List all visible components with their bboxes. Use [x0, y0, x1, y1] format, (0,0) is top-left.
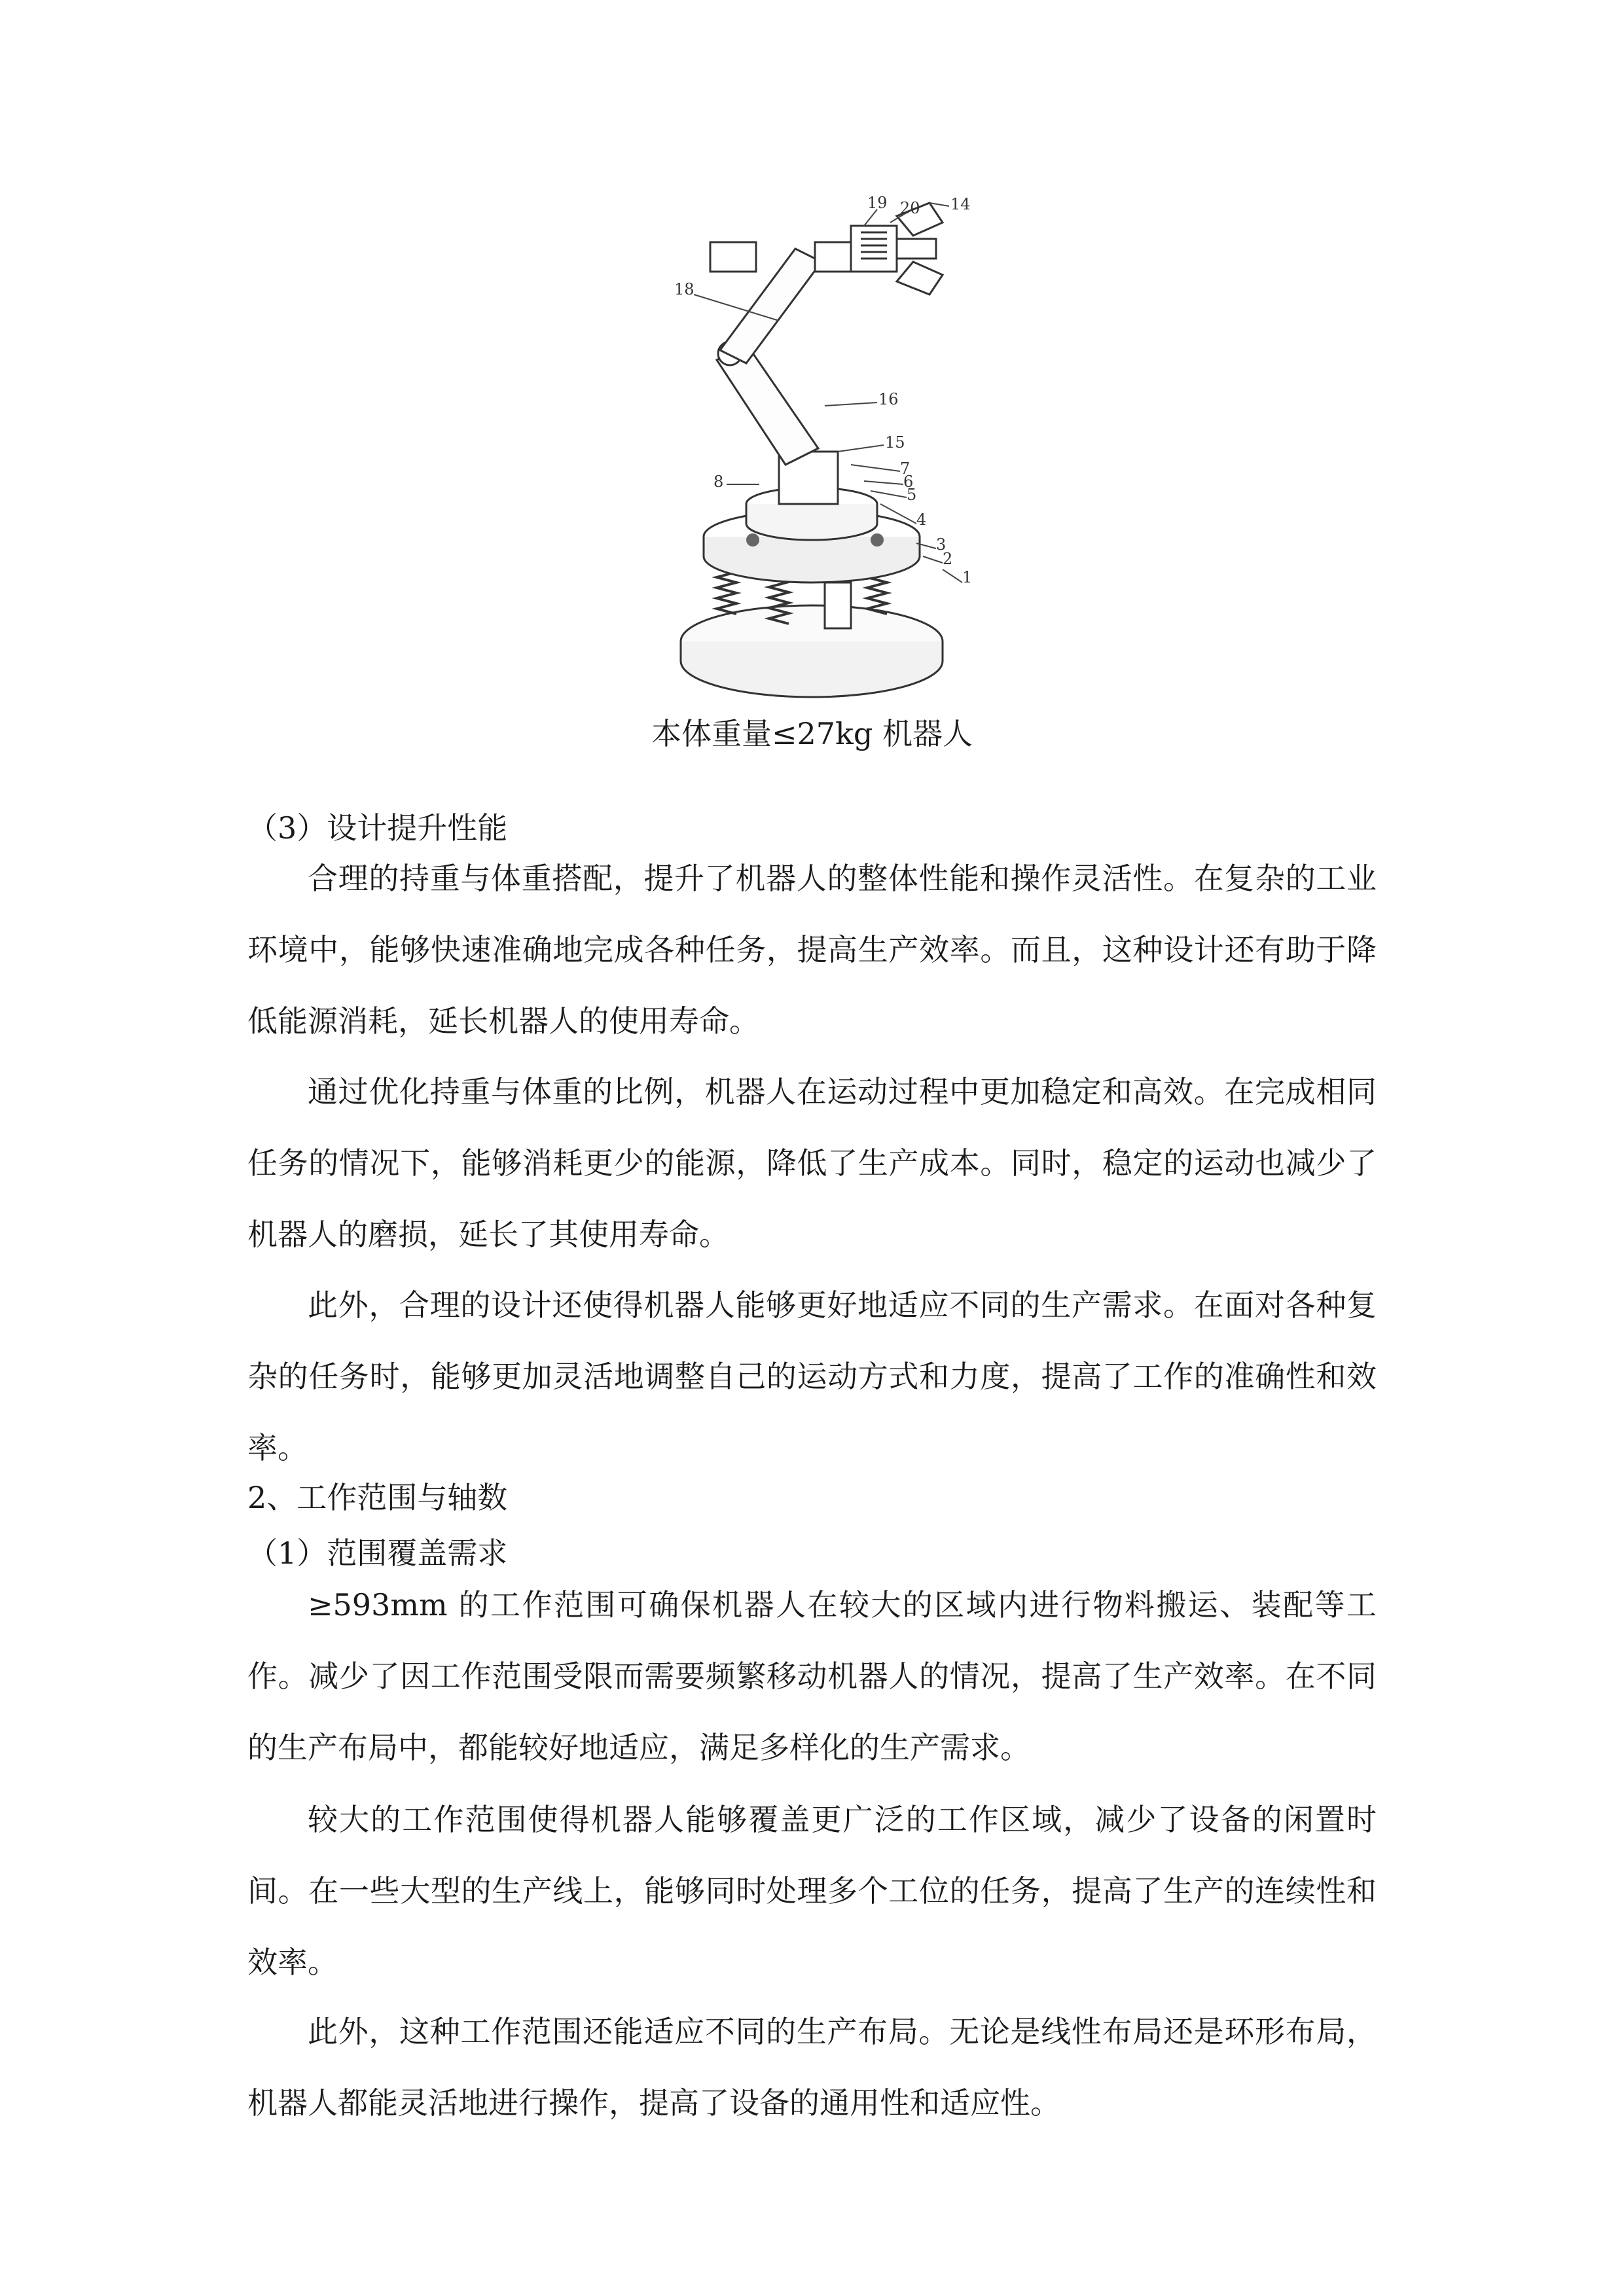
paragraph: 此外，合理的设计还使得机器人能够更好地适应不同的生产需求。在面对各种复杂的任务时，能够更加灵活地调整自己的运动方式和力度，提高了工作的准确性和效率。	[247, 1287, 1377, 1465]
part-label: 6	[903, 473, 914, 491]
part-label: 19	[867, 194, 888, 212]
part-label: 20	[900, 199, 920, 217]
section-heading: （1）范围覆盖需求	[247, 1535, 508, 1571]
paragraph: 此外，这种工作范围还能适应不同的生产布局。无论是线性布局还是环形布局，机器人都能灵活地进行操作，提高了设备的通用性和适应性。	[247, 2014, 1377, 2121]
paragraph: 较大的工作范围使得机器人能够覆盖更广泛的工作区域，减少了设备的闲置时间。在一些大型的生产线上，能够同时处理多个工位的任务，提高了生产的连续性和效率。	[247, 1802, 1377, 1980]
section-heading: 2、工作范围与轴数	[247, 1480, 508, 1515]
figure-caption: 本体重量≤27kg 机器人	[651, 716, 973, 751]
robot-arm-figure	[655, 190, 973, 713]
paragraph: ≥593mm 的工作范围可确保机器人在较大的区域内进行物料搬运、装配等工作。减少了因工作范围受限而需要频繁移动机器人的情况，提高了生产效率。在不同的生产布局中，都能较好地适应，满足多样化的生产需求。	[247, 1587, 1377, 1765]
part-label: 2	[943, 550, 953, 568]
part-label: 3	[936, 535, 947, 554]
section-heading: （3）设计提升性能	[247, 810, 508, 846]
part-label: 1	[962, 568, 973, 586]
paragraph: 通过优化持重与体重的比例，机器人在运动过程中更加稳定和高效。在完成相同任务的情况下，能够消耗更少的能源，降低了生产成本。同时，稳定的运动也减少了机器人的磨损，延长了其使用寿命。	[247, 1074, 1377, 1252]
part-label: 7	[900, 459, 911, 478]
part-label: 16	[878, 390, 899, 408]
part-label: 4	[916, 511, 927, 529]
part-label: 18	[674, 280, 695, 298]
paragraph: 合理的持重与体重搭配，提升了机器人的整体性能和操作灵活性。在复杂的工业环境中，能够快速准确地完成各种任务，提高生产效率。而且，这种设计还有助于降低能源消耗，延长机器人的使用寿命。	[247, 861, 1377, 1039]
part-label: 14	[950, 195, 971, 213]
part-label: 8	[713, 473, 724, 491]
part-label: 5	[907, 486, 917, 504]
part-label: 15	[885, 433, 905, 452]
